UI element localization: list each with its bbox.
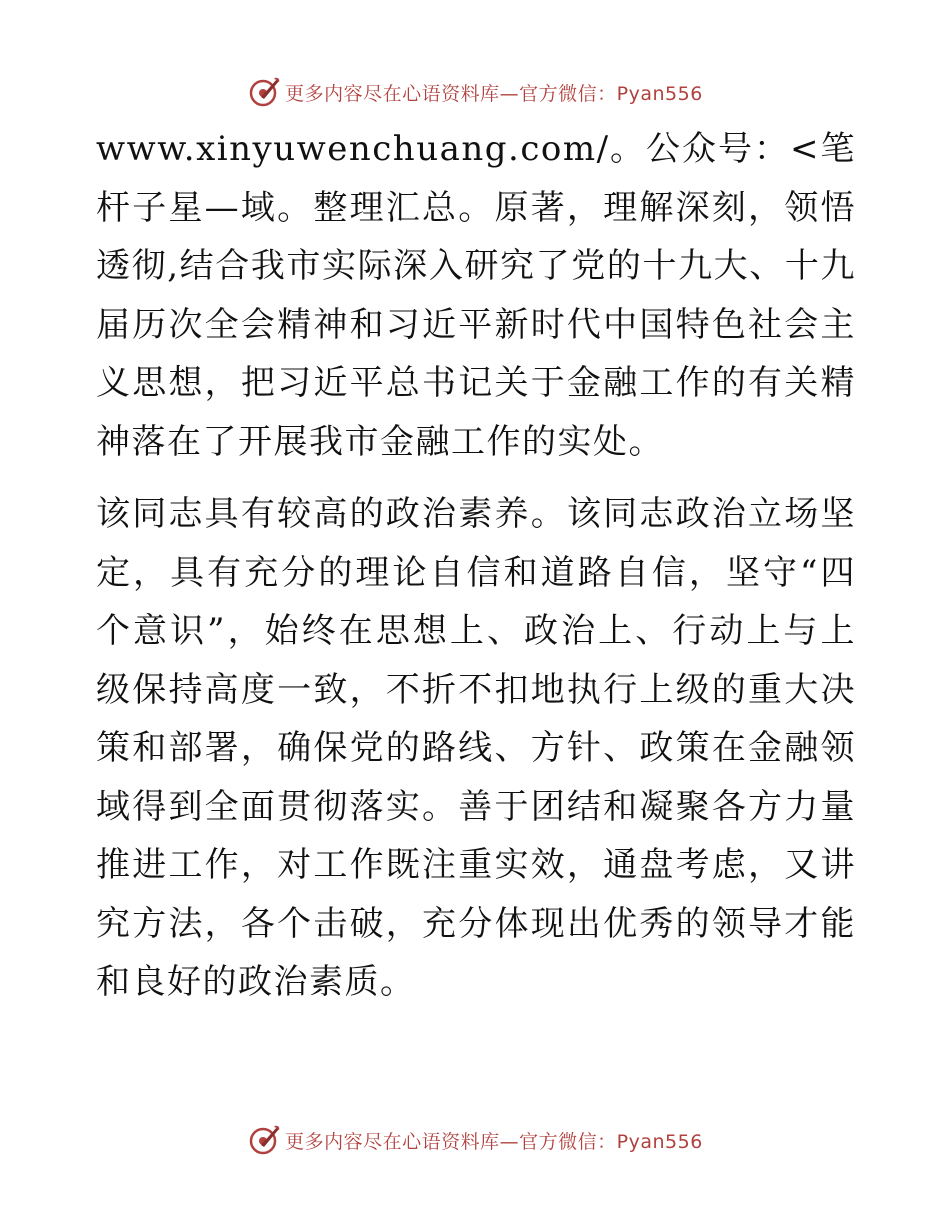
header-watermark bbox=[0, 72, 950, 112]
footer-watermark bbox=[0, 1120, 950, 1160]
header-watermark-text: 更多内容尽在心语资料库—官方微信：Pyan556 bbox=[285, 82, 703, 105]
quill-logo-icon bbox=[247, 1123, 281, 1157]
footer-watermark-text: 更多内容尽在心语资料库—官方微信：Pyan556 bbox=[285, 1130, 703, 1153]
document-body bbox=[96, 120, 856, 1012]
quill-logo-icon bbox=[247, 75, 281, 109]
paragraph-1: www.xinyuwenchuang.com/。公众号：<笔杆子星—域。整理汇总。原著，理解深刻，领悟透彻,结合我市实际深入研究了党的十九大、十九届历次全会精神和习近平新时代中国特色社会主义思想，把习近平总书记关于金融工作的有关精神落在了开展我市金融工作的实处。 bbox=[96, 129, 856, 462]
paragraph-2: 该同志具有较高的政治素养。该同志政治立场坚定，具有充分的理论自信和道路自信，坚守“四个意识”，始终在思想上、政治上、行动上与上级保持高度一致，不折不扣地执行上级的重大决策和部署，确保党的路线、方针、政策在金融领域得到全面贯彻落实。善于团结和凝聚各方力量推进工作，对工作既注重实效，通盘考虑，又讲究方法，各个击破，充分体现出优秀的领导才能和良好的政治素质。 bbox=[96, 494, 856, 1002]
